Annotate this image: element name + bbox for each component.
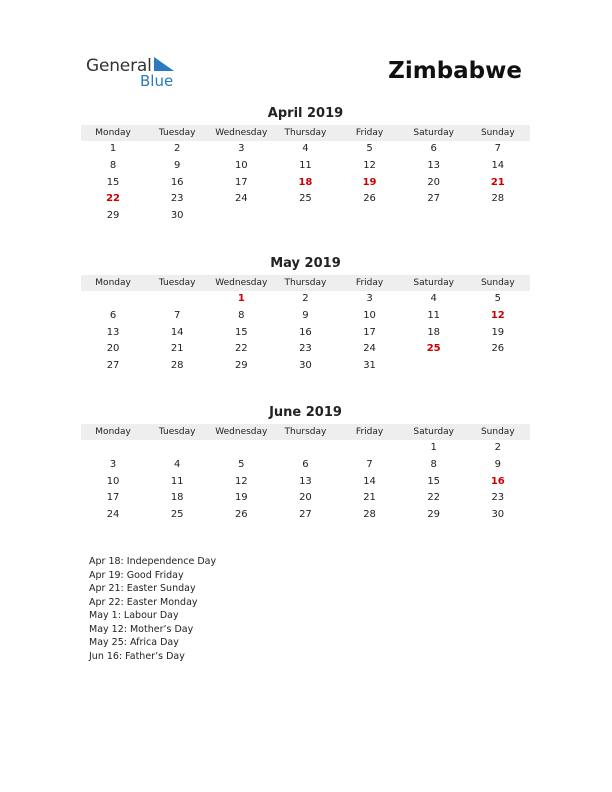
day-cell: 5	[494, 293, 501, 304]
day-cell: 7	[494, 143, 501, 154]
week-row	[81, 325, 530, 342]
day-cell: 4	[174, 458, 181, 470]
day-cell: 27	[427, 193, 441, 205]
day-cell: 8	[238, 309, 245, 321]
weekday-label: Sunday	[480, 128, 515, 138]
week-row	[81, 191, 530, 208]
holiday-item: Apr 21: Easter Sunday	[89, 583, 196, 594]
week-row	[81, 141, 530, 158]
weekday-label: Tuesday	[158, 278, 196, 288]
month-april	[81, 106, 530, 225]
weekday-label: Sunday	[480, 278, 515, 288]
day-cell: 25	[299, 193, 312, 205]
day-cell: 26	[491, 343, 505, 355]
day-cell	[466, 358, 530, 375]
holiday-item: May 12: Mother’s Day	[89, 623, 194, 635]
weekday-header	[81, 275, 530, 291]
weekday-label: Sunday	[480, 427, 515, 437]
day-cell: 3	[109, 458, 117, 470]
week-row	[81, 291, 530, 308]
day-cell: 11	[427, 309, 441, 321]
month-title: May 2019	[270, 256, 341, 271]
day-cell: 6	[109, 309, 117, 321]
month-june	[81, 405, 530, 524]
day-cell	[145, 291, 209, 308]
day-cell	[81, 291, 145, 308]
day-cell	[402, 358, 466, 375]
day-cell: 5	[238, 458, 245, 470]
day-cell: 17	[234, 176, 248, 188]
day-cell: 7	[174, 309, 181, 321]
day-cell-holiday: 19	[362, 176, 377, 188]
day-cell: 3	[238, 143, 245, 154]
day-cell: 4	[302, 143, 309, 154]
day-cell: 12	[363, 159, 376, 171]
day-cell: 14	[363, 475, 376, 487]
day-cell: 24	[106, 509, 120, 521]
day-cell-holiday: 25	[426, 343, 441, 355]
weekday-label: Monday	[95, 278, 131, 288]
day-cell: 11	[299, 159, 312, 171]
day-cell: 17	[363, 326, 376, 338]
day-cell: 20	[299, 492, 312, 504]
day-cell: 26	[234, 509, 248, 521]
month-title: April 2019	[267, 106, 344, 121]
weekday-label: Tuesday	[158, 427, 196, 437]
week-row	[81, 175, 530, 192]
holiday-item: Jun 16: Father’s Day	[89, 650, 185, 662]
day-cell: 29	[427, 509, 441, 521]
day-cell: 10	[234, 159, 248, 171]
country-title: Zimbabwe	[388, 58, 522, 84]
week-row	[81, 440, 530, 457]
weekday-label: Friday	[355, 128, 384, 138]
weekday-label: Wednesday	[215, 128, 268, 138]
day-cell: 25	[170, 509, 184, 521]
week-row	[81, 158, 530, 175]
day-cell: 15	[106, 176, 120, 188]
weekday-label: Monday	[95, 427, 131, 437]
week-row	[81, 308, 530, 325]
week-row	[81, 474, 530, 491]
day-cell: 28	[491, 193, 505, 205]
holiday-item: May 25: Africa Day	[89, 637, 179, 648]
day-cell	[338, 208, 402, 225]
day-cell: 19	[491, 326, 505, 338]
day-cell: 29	[106, 210, 120, 222]
day-cell: 18	[170, 492, 184, 504]
week-row	[81, 457, 530, 474]
holiday-item: May 1: Labour Day	[89, 610, 179, 621]
day-cell: 23	[299, 343, 312, 355]
day-cell: 14	[491, 159, 505, 171]
day-cell: 18	[427, 326, 441, 338]
day-cell: 30	[170, 210, 184, 222]
day-cell: 10	[363, 309, 376, 321]
weekday-label: Wednesday	[215, 427, 268, 437]
day-cell: 1	[109, 143, 117, 154]
day-cell: 15	[234, 326, 248, 338]
day-cell: 11	[170, 475, 184, 487]
logo	[86, 56, 186, 92]
day-cell	[338, 440, 402, 457]
day-cell: 9	[174, 159, 181, 171]
day-cell: 2	[494, 442, 501, 453]
day-cell: 30	[491, 509, 505, 521]
day-cell: 13	[299, 475, 312, 487]
week-row	[81, 507, 530, 524]
day-cell: 14	[170, 326, 184, 338]
logo-text-blue: Blue	[140, 72, 174, 90]
day-cell	[273, 208, 337, 225]
day-cell: 31	[363, 360, 376, 372]
day-cell: 23	[170, 193, 184, 205]
day-cell: 24	[234, 193, 248, 205]
weekday-header	[81, 125, 530, 141]
holiday-item: Apr 19: Good Friday	[89, 569, 184, 581]
day-cell: 6	[302, 458, 309, 470]
day-cell: 3	[366, 293, 373, 304]
day-cell: 27	[299, 509, 312, 521]
day-cell: 20	[106, 343, 120, 355]
flag-icon	[152, 57, 176, 73]
day-cell: 6	[430, 143, 437, 154]
weekday-label: Monday	[95, 128, 131, 138]
day-cell: 16	[170, 176, 184, 188]
day-cell: 12	[234, 475, 248, 487]
day-cell: 13	[106, 326, 120, 338]
day-cell: 22	[234, 343, 248, 355]
weekday-label: Wednesday	[215, 278, 268, 288]
day-cell: 28	[170, 360, 184, 372]
day-cell-holiday: 18	[298, 176, 313, 188]
day-cell-holiday: 21	[490, 176, 505, 188]
weekday-label: Friday	[355, 427, 384, 437]
weekday-label: Saturday	[413, 278, 454, 288]
day-cell	[209, 440, 273, 457]
weekday-label: Saturday	[413, 427, 454, 437]
day-cell: 17	[106, 492, 120, 504]
day-cell: 15	[427, 475, 441, 487]
week-row	[81, 358, 530, 375]
day-cell: 21	[170, 343, 184, 355]
logo-text-general: General	[86, 56, 152, 76]
month-may	[81, 256, 530, 375]
weekday-label: Friday	[355, 278, 384, 288]
day-cell: 30	[299, 360, 312, 372]
day-cell: 8	[109, 159, 117, 171]
day-cell: 7	[366, 458, 373, 470]
day-cell	[145, 440, 209, 457]
weekday-label: Thursday	[284, 427, 327, 437]
day-cell	[81, 440, 145, 457]
day-cell: 4	[430, 293, 437, 304]
day-cell: 28	[363, 509, 376, 521]
holiday-list	[89, 555, 216, 663]
day-cell: 22	[427, 492, 441, 504]
day-cell: 9	[302, 309, 309, 321]
day-cell: 10	[106, 475, 120, 487]
weekday-label: Thursday	[284, 278, 327, 288]
day-cell: 16	[299, 326, 312, 338]
weekday-label: Saturday	[413, 128, 454, 138]
day-cell: 19	[234, 492, 248, 504]
month-title: June 2019	[269, 405, 342, 420]
day-cell: 24	[363, 343, 376, 355]
day-cell: 20	[427, 176, 441, 188]
day-cell: 29	[234, 360, 248, 372]
weekday-header	[81, 424, 530, 440]
week-row	[81, 208, 530, 225]
day-cell: 2	[302, 293, 309, 304]
holiday-item: Apr 18: Independence Day	[89, 556, 217, 567]
day-cell: 21	[363, 492, 376, 504]
day-cell: 8	[430, 458, 437, 470]
day-cell: 23	[491, 492, 505, 504]
weekday-label: Thursday	[284, 128, 327, 138]
day-cell-holiday: 1	[237, 293, 245, 304]
day-cell: 26	[363, 193, 376, 205]
day-cell: 2	[174, 143, 181, 154]
weekday-label: Tuesday	[158, 128, 196, 138]
day-cell	[273, 440, 337, 457]
day-cell-holiday: 16	[490, 475, 505, 487]
day-cell	[466, 208, 530, 225]
day-cell: 9	[494, 458, 501, 470]
day-cell	[402, 208, 466, 225]
day-cell: 5	[366, 143, 373, 154]
holiday-item: Apr 22: Easter Monday	[89, 596, 198, 608]
week-row	[81, 341, 530, 358]
day-cell-holiday: 22	[106, 193, 121, 205]
day-cell	[209, 208, 273, 225]
day-cell-holiday: 12	[490, 309, 505, 321]
week-row	[81, 490, 530, 507]
day-cell: 27	[106, 360, 120, 372]
day-cell: 13	[427, 159, 441, 171]
day-cell: 1	[430, 442, 437, 453]
